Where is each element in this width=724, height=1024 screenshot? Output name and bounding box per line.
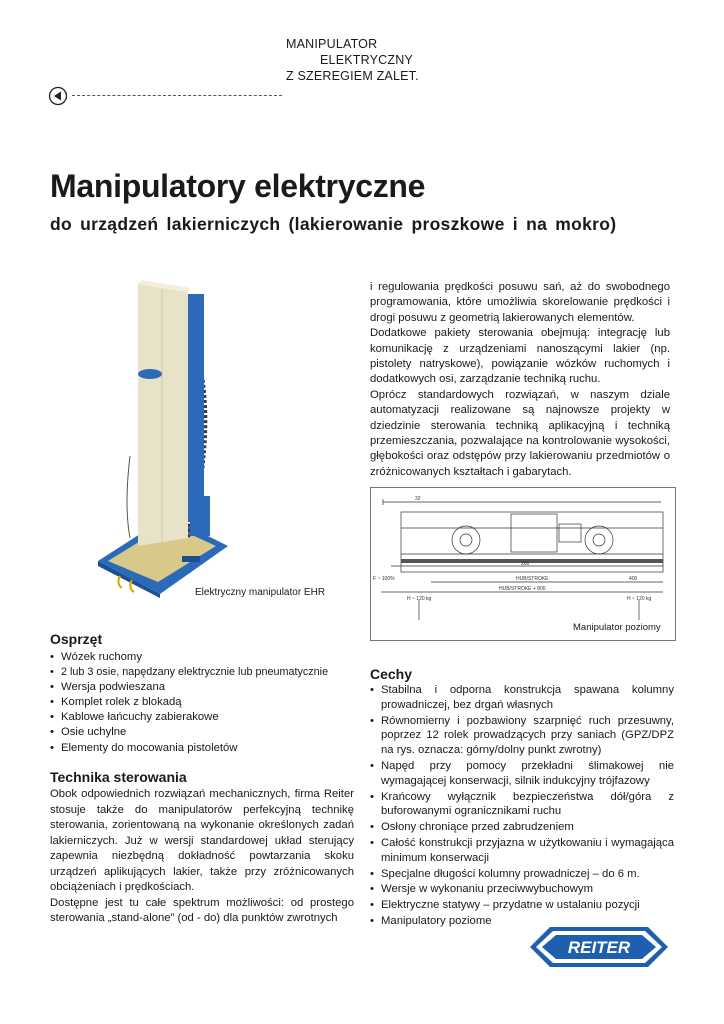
right-column-text bbox=[370, 280, 670, 480]
cechy-list bbox=[370, 683, 674, 930]
list-item: • Krańcowy wyłącznik bezpieczeństwa dół/góra z buforowanymi ogranicznikami ruchu bbox=[370, 790, 674, 820]
tagline-line-2: ELEKTRYCZNY bbox=[320, 53, 413, 67]
page-subtitle: do urządzeń lakierniczych (lakierowanie proszkowe i na mokro) bbox=[50, 214, 617, 234]
section-title-cechy: Cechy bbox=[370, 666, 413, 682]
list-item: • Stabilna i odporna konstrukcja spawana kolumny prowadniczej, bez drgań własnych bbox=[370, 683, 674, 713]
logo-text: REITER bbox=[567, 938, 631, 957]
paragraph: Dodatkowe pakiety sterowania obejmują: integrację lub komunikację z urządzeniami nanoszącymi lakier (np. pistolety natryskowe), powiązanie wózków ruchomych i dodatkowych osi, zarządzanie techniką ruchu. bbox=[370, 327, 670, 386]
paragraph: Obok odpowiednich rozwiązań mechanicznych, firma Reiter stosuje także do manipulatorów perfekcyjną technikę sterowania, zorientowaną na wykonanie określonych zadań lakierniczych. Już w wersji standardowej układ sterujący zapewnia niezbędną dokładność powtarzania skoku urządzeń aplikujących lakier, także przy zróżnicowanych obciążeniach i prędkościach. bbox=[50, 788, 354, 893]
tagline-line-1: MANIPULATOR bbox=[286, 37, 378, 51]
section-title-osprzet: Osprzęt bbox=[50, 631, 103, 647]
drawing-label-load-left: H ~ 120 kg bbox=[407, 596, 432, 602]
list-item: • Specjalne długości kolumny prowadniczej – do 6 m. bbox=[370, 867, 674, 882]
list-item: • Całość konstrukcji przyjazna w użytkowaniu i wymagająca minimum konserwacji bbox=[370, 836, 674, 866]
tagline-line-3: Z SZEREGIEM ZALET. bbox=[286, 69, 419, 83]
paragraph: Dostępne jest tu całe spektrum możliwości: od prostego sterowania „stand-alone” (od - do) dla punktów zwrotnych bbox=[50, 896, 354, 924]
page-title: Manipulatory elektryczne bbox=[50, 168, 426, 204]
drawing-label-load-right: H ~ 120 kg bbox=[627, 596, 652, 602]
list-item: • Osłony chroniące przed zabrudzeniem bbox=[370, 820, 674, 835]
list-item: • Osie uchylne bbox=[50, 725, 360, 740]
list-item: • Wersje w wykonaniu przeciwwybuchowym bbox=[370, 882, 674, 897]
list-item: • Równomierny i pozbawiony szarpnięć ruch przesuwny, poprzez 12 rolek prowadzących przy saniach (GPZ/DPZ na rys. oznacza: górny/dolny punkt zwrotny) bbox=[370, 714, 674, 758]
reiter-logo bbox=[528, 925, 670, 969]
paragraph: i regulowania prędkości posuwu sań, aż do swobodnego programowania, które umożliwia skorelowanie prędkości i drogi posuwu z geometrią lakierowanych elementów. bbox=[370, 281, 670, 324]
photo-caption: Elektryczny manipulator EHR bbox=[195, 587, 326, 598]
list-item: • 2 lub 3 osie, napędzany elektrycznie lub pneumatycznie bbox=[50, 665, 360, 680]
list-item: • Elektryczne statywy – przydatne w ustalaniu pozycji bbox=[370, 898, 674, 913]
list-item: • Kablowe łańcuchy zabierakowe bbox=[50, 710, 360, 725]
dashed-divider bbox=[72, 95, 282, 96]
manipulator-photo bbox=[90, 276, 230, 598]
drawing-label-400: 400 bbox=[629, 576, 638, 582]
arrow-left-icon[interactable] bbox=[48, 86, 68, 106]
drawing-caption: Manipulator poziomy bbox=[573, 622, 661, 633]
section-title-technika: Technika sterowania bbox=[50, 769, 187, 785]
drawing-label-dim-top: 32 bbox=[415, 496, 421, 502]
drawing-label-hub-big: HUB/STROKE + 800 bbox=[499, 586, 546, 592]
list-item: • Elementy do mocowania pistoletów bbox=[50, 741, 360, 756]
technika-body bbox=[50, 787, 354, 927]
drawing-label-hub-small: HUB/STROKE bbox=[516, 576, 549, 582]
technical-drawing bbox=[370, 487, 676, 641]
paragraph: Oprócz standardowych rozwiązań, w naszym dziale automatyzacji realizowane są najnowsze projekty w dziedzinie sterowania techniką aplikacyjną i techniką przemieszczania, pozwalające na kontrolowanie wysokości, głębokości oraz odstępów przy lakierowaniu przedmiotów o zróżnicowanych kształtach i gabarytach. bbox=[370, 388, 670, 478]
list-item: • Wózek ruchomy bbox=[50, 650, 360, 665]
list-item: • Wersja podwieszana bbox=[50, 680, 360, 695]
tagline bbox=[286, 36, 419, 84]
osprzet-list bbox=[50, 650, 360, 756]
list-item: • Manipulatory poziome bbox=[370, 914, 674, 929]
drawing-label-200: 200 bbox=[521, 561, 530, 567]
list-item: • Komplet rolek z blokadą bbox=[50, 695, 360, 710]
drawing-label-f: F ~ 100% bbox=[373, 576, 395, 582]
list-item: • Napęd przy pomocy przekładni ślimakowej nie wymagającej konserwacji, silnik indukcyjny trójfazowy bbox=[370, 759, 674, 789]
